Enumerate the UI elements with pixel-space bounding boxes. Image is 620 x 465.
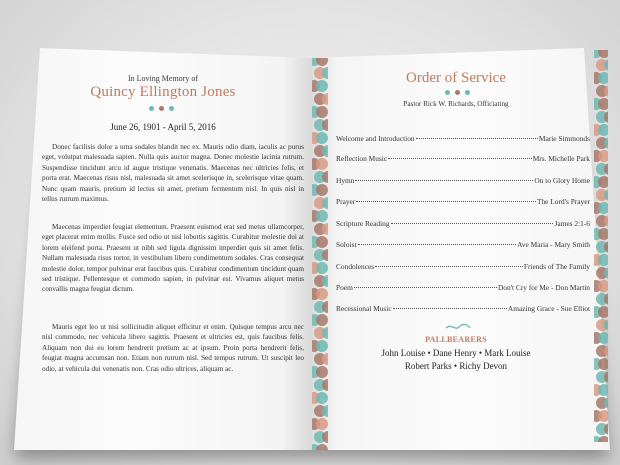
service-performer: Marie Simmonds	[538, 134, 590, 143]
dotted-leader	[388, 158, 532, 159]
dotted-leader	[354, 287, 497, 288]
right-page-content	[312, 48, 610, 450]
service-item: Welcome and Introduction	[336, 134, 415, 143]
title-ornament-dots	[445, 90, 470, 95]
service-performer: Ave Maria - Mary Smith	[517, 240, 590, 249]
obituary-paragraph: Donec facilisis dolor a urna sodales blandit nec ex. Mauris odio diam, iaculis ac purus eget, volutpat malesuada sapien. Nulla quis auctor magna. Donec molestie lacinia rutrum. Suspendisse tincidunt arcu id augue tristique venenatis. Maecenas nec ultricies felis, et porta erat. Maecenas risus nisl, malesuada sit amet scelerisque in, scelerisque vitae quam. Nunc quam mauris, pretium id lectus sit amet, pretium fermentum nisl. In quis nisl in tellus rutrum maximus.	[42, 143, 304, 204]
service-performer: On to Glory Home	[534, 176, 590, 185]
deceased-name: Quincy Ellington Jones	[90, 84, 236, 100]
pallbearers-line: Robert Parks • Richy Devon	[404, 361, 508, 371]
service-item: Hymn	[336, 176, 355, 185]
ornament-dot	[169, 106, 174, 111]
service-row	[336, 240, 590, 249]
memory-label: In Loving Memory of	[128, 74, 198, 83]
service-row	[336, 134, 590, 143]
pallbearers-title: PALLBEARERS	[425, 335, 487, 344]
service-performer: The Lord's Prayer	[536, 197, 590, 206]
name-ornament-dots	[149, 106, 174, 111]
service-item: Prayer	[336, 197, 356, 206]
officiant-line: Pastor Rick W. Richards, Officiating	[403, 100, 509, 108]
service-item: Recessional Music	[336, 304, 392, 313]
left-page-content	[14, 48, 312, 450]
swirl-ornament-icon	[445, 322, 471, 332]
ornament-dot	[149, 106, 154, 111]
order-of-service-title: Order of Service	[406, 70, 506, 86]
service-row	[336, 219, 590, 228]
service-row	[336, 197, 590, 206]
service-item: Reflection Music	[336, 154, 388, 163]
dotted-leader	[355, 180, 533, 181]
service-performer: Don't Cry for Me - Don Martin	[497, 283, 590, 292]
service-row	[336, 262, 590, 271]
service-performer: Amazing Grace - Sue Elliot	[507, 304, 590, 313]
service-item: Condolences	[336, 262, 375, 271]
service-performer: James 2:1-6	[554, 219, 590, 228]
service-item: Scripture Reading	[336, 219, 390, 228]
obituary-paragraph: Maecenas imperdiet feugiat elementum. Praesent euismod erat sed metus ullamcorper, eget placerat enim mollis. Fusce sed odio ut nisl lobortis sagittis. Curabitur molestie dui at lorem eleifend porta. Praesent ut nibh sed ligula dignissim imperdiet quis sit amet felis. Nullam malesuada risus tortor, in vestibulum libero condimentum sodales. Cras consequat molestie dolor, tempor pulvinar erat faucibus quis. Curabitur condimentum tincidunt quam sed tristique. Pellentesque et commodo sapien, in pulvinar est. Vivamus aliquet metus convallis magna feugiat dictum.	[42, 223, 304, 294]
dotted-leader	[358, 244, 517, 245]
service-item: Soloist	[336, 240, 357, 249]
service-item: Poem	[336, 283, 353, 292]
ornament-dot	[465, 90, 470, 95]
dotted-leader	[391, 223, 554, 224]
pallbearers-line: John Louise • Dane Henry • Mark Louise	[381, 348, 531, 358]
service-row	[336, 283, 590, 292]
service-row	[336, 154, 590, 163]
ornament-dot	[445, 90, 450, 95]
dotted-leader	[375, 266, 523, 267]
dotted-leader	[356, 201, 536, 202]
dotted-leader	[416, 138, 538, 139]
service-performer: Mrs. Michelle Park	[532, 154, 590, 163]
service-row	[336, 176, 590, 185]
life-dates: June 26, 1901 - April 5, 2016	[110, 122, 216, 132]
service-row	[336, 304, 590, 313]
ornament-dot	[159, 106, 164, 111]
obituary-paragraph: Mauris eget leo ut nisi sollicitudin aliquet efficitur et enim. Quisque tempus arcu nec nisl commodo, nec vehicula libero sagittis. Praesent et ultricies est, quis faucibus felis. Aliquam non dui eu lorem hendrerit pretium ac at ipsum. Proin porta hendrerit felis, feugiat magna accumsan non. Etiam non rutrum nisl. Sed tempus rutrum. Ut suscipit leo odio, at vehicula dui venenatis non. Cras odio ultrices, aliquam ac.	[42, 323, 304, 373]
ornament-dot	[455, 90, 460, 95]
service-performer: Friends of The Family	[523, 262, 590, 271]
dotted-leader	[393, 308, 507, 309]
